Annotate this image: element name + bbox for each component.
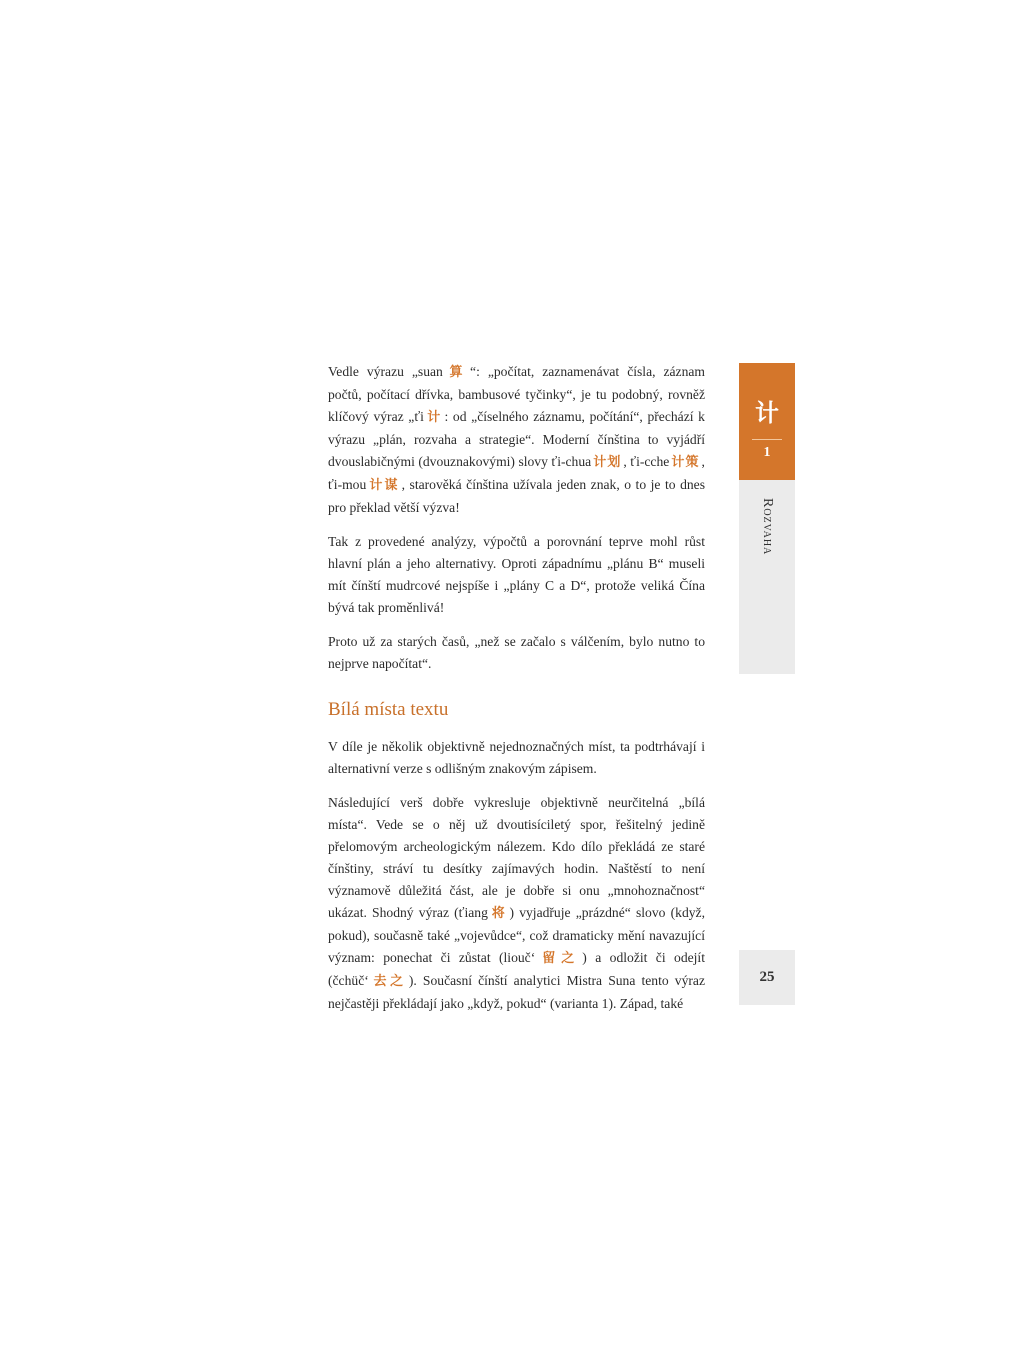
- text-run: , starověká čínština užívala jeden znak, o to je to dnes pro překlad větší výzva!: [328, 477, 705, 515]
- chinese-glyph-jiang: 将: [489, 906, 508, 921]
- chinese-glyph-jihua: 计划: [593, 455, 622, 470]
- chapter-divider: [752, 439, 782, 440]
- text-run: : od „číselného záznamu, počítání“, přechází k výrazu „plán, rozvaha a strategie“. Moderní čínština to vyjádří dvouslabičnými (dvouznakovými) slovy ťi-chua: [328, 409, 705, 469]
- main-text-column: [328, 361, 705, 1027]
- page-number: 25: [759, 969, 775, 985]
- chinese-glyph-liuzhi: 留之: [537, 951, 581, 966]
- text-run: Vedle výrazu „suan: [328, 364, 443, 379]
- text-run: “: „počítat, zaznamenávat čísla, záznam počtů, počítací dřívka, bambusové tyčinky“, je tu podobný, rovněž klíčový výraz „ťi: [328, 364, 705, 424]
- chapter-title-tab: [739, 480, 795, 674]
- paragraph-suan: [328, 361, 705, 519]
- chinese-glyph-ji: 计: [425, 410, 443, 425]
- chapter-title: Rozvaha: [760, 498, 775, 556]
- paragraph-verse: [328, 792, 705, 1015]
- chapter-number: 1: [763, 445, 771, 460]
- chapter-glyph: 计: [755, 399, 779, 427]
- chinese-glyph-quzhi: 去之: [370, 974, 407, 989]
- chapter-tab: [739, 363, 795, 480]
- chinese-glyph-jice: 计策: [671, 455, 700, 470]
- section-heading: Bílá místa textu: [328, 699, 449, 720]
- page-number-box: [739, 950, 795, 1005]
- text-run: Následující verš dobře vykresluje objektivně neurčitelná „bílá místa“. Vede se o něj už dvoutisíciletý spor, řešitelný jedině přelomovým archeologickým nálezem. Kdo dílo překládá ze staré čínštiny, stráví tu desítky zajímavých hodin. Naštěstí to není významově důležitá část, ale je dobře si onu „mnohoznačnost“ ukázat. Shodný výraz (ťiang: [328, 795, 705, 920]
- chinese-glyph-jimou: 计谋: [368, 478, 400, 493]
- paragraph-analysis: Tak z provedené analýzy, výpočtů a porovnání teprve mohl růst hlavní plán a jeho alternativy. Oproti západnímu „plánu B“ museli mít čínští mudrcové nejspíše i „plány C a D“, protože veliká Čína bývá tak proměnlivá!: [328, 534, 705, 615]
- text-run: ) a odložit či odejít (čchüč‘: [328, 950, 705, 988]
- text-run: , ťi-mou: [328, 454, 705, 492]
- text-run: , ťi-cche: [623, 454, 670, 469]
- paragraph-counting: Proto už za starých časů, „než se začalo s válčením, bylo nutno to nejprve napočítat“.: [328, 634, 705, 671]
- text-run: ) vyjadřuje „prázdné“ slovo (když, pokud), současně také „vojevůdce“, což dramaticky mění navazující význam: ponechat či zůstat (liouč‘: [328, 905, 705, 965]
- paragraph-ambiguous-places: V díle je několik objektivně nejednoznačných míst, ta podtrhávají i alternativní verze s odlišným znakovým zápisem.: [328, 739, 705, 776]
- chinese-glyph-suan: 算: [444, 365, 469, 380]
- text-run: ). Současní čínští analytici Mistra Suna tento výraz nejčastěji překládají jako „když, pokud“ (varianta 1). Západ, také: [328, 973, 705, 1011]
